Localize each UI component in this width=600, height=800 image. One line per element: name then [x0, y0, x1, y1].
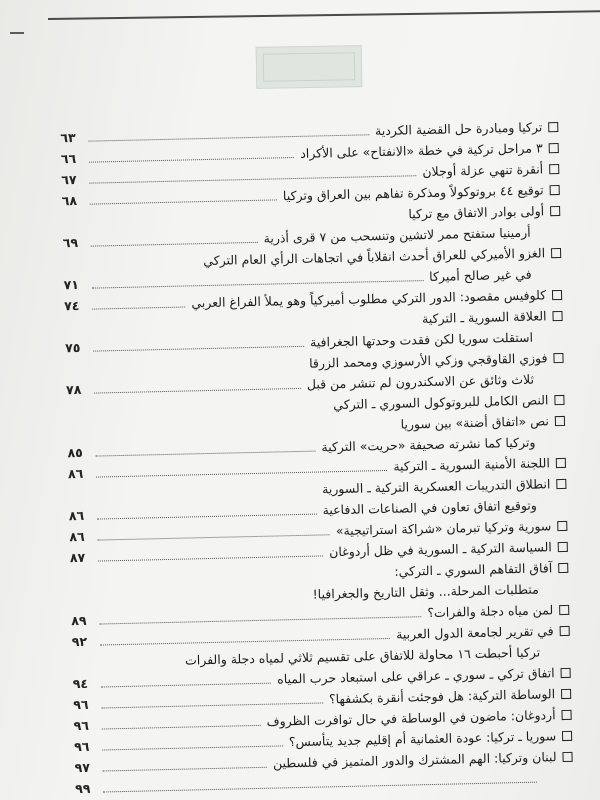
header-ornament	[256, 45, 363, 89]
toc-entry-page-number: ٦٨	[61, 192, 78, 209]
toc-entry-title: أولى بوادر الاتفاق مع تركيا	[408, 203, 545, 222]
toc-entry-title: وتركيا كما نشرته صحيفة «حريت» التركية	[321, 434, 536, 455]
dot-leader	[102, 725, 261, 730]
toc-entry-page-number: ٩٩	[74, 780, 91, 797]
toc-entry-title: توقيع ٤٤ بروتوكولاً ومذكرة تفاهم بين العراق وتركيا	[282, 182, 544, 204]
checkbox-square-icon	[557, 521, 567, 531]
toc-entry-page-number: ٦٦	[60, 150, 77, 167]
checkbox-square-icon	[558, 563, 568, 573]
checkbox-square-icon	[551, 248, 561, 258]
header-ornament-inner	[263, 52, 355, 82]
toc-entry-title: اللجنة الأمنية السورية ـ التركية	[393, 455, 551, 474]
toc-entry-title: السياسة التركية ـ السورية في ظل أردوغان	[329, 539, 552, 560]
dot-leader	[90, 199, 277, 204]
dot-leader	[91, 242, 258, 247]
checkbox-square-icon	[562, 752, 572, 762]
dot-leader	[103, 767, 267, 772]
checkbox-square-icon	[561, 668, 571, 678]
checkbox-square-icon	[555, 416, 565, 426]
toc-entry-page-number: ٧٥	[64, 339, 81, 356]
toc-entry-title: اتفاق تركي ـ سوري ـ عراقي على استبعاد حرب المياه	[276, 665, 555, 687]
checkbox-square-icon	[548, 122, 558, 132]
toc-entry-title: نص «اتفاق أضنة» بين سوريا	[400, 413, 550, 432]
toc-entry-page-number: ٩٢	[71, 633, 88, 650]
toc-entry-page-number: ٩٧	[74, 759, 91, 776]
toc-entry-page-number: ٦٩	[62, 234, 79, 251]
dot-leader	[88, 134, 369, 141]
toc-entry-title: تركيا ومبادرة حل القضية الكردية	[374, 119, 543, 139]
checkbox-square-icon	[562, 731, 572, 741]
toc-entry-page-number: ٩٦	[73, 696, 89, 713]
toc-entry-page-number: ٨٩	[71, 612, 87, 629]
toc-entry-page-number: ٦٣	[60, 129, 76, 146]
toc-entry-title: النص الكامل للبروتوكول السوري ـ التركي	[333, 392, 549, 413]
dot-leader	[92, 307, 185, 310]
toc-entry-page-number: ٩٦	[73, 717, 90, 734]
dot-leader	[89, 157, 294, 163]
top-rule	[48, 10, 600, 20]
dot-leader	[99, 616, 421, 624]
checkbox-square-icon	[550, 206, 560, 216]
checkbox-square-icon	[558, 542, 568, 552]
checkbox-square-icon	[552, 290, 562, 300]
dot-leader	[103, 782, 537, 793]
toc-entry-title: ٣ مراحل تركية في خطة «الانفتاح» على الأكراد	[300, 140, 543, 161]
dot-leader	[101, 702, 323, 708]
toc-entry-title: ثلاث وثائق عن الاسكندرون لم تنشر من قبل	[306, 371, 535, 392]
margin-mark	[10, 32, 24, 34]
checkbox-square-icon	[560, 626, 570, 636]
checkbox-square-icon	[554, 395, 564, 405]
toc-entry-title: الغزو الأميركي للعراق أحدث انقلاباً في اتجاهات الرأي العام التركي	[203, 245, 546, 269]
toc-entry-page-number: ٧٨	[65, 381, 82, 398]
toc-entry-title: سوريا ـ تركيا: عودة العثمانية أم إقليم جديد يتأسس؟	[288, 728, 557, 750]
toc-entry-page-number: ٨٦	[68, 507, 85, 524]
checkbox-square-icon	[549, 143, 559, 153]
toc-entry-title: تركيا أحبطت ١٦ محاولة للاتفاق على تقسيم ثلاثي لمياه دجلة والفرات	[184, 644, 541, 668]
toc-entry-page-number: ٨٦	[67, 465, 84, 482]
toc-entry-title: فوزي القاوقجي وزكي الأرسوزي ومحمد الزرقا	[308, 350, 548, 371]
toc-entry-title: أنقرة تنهي عزلة أوجلان	[422, 161, 544, 180]
dot-leader	[94, 388, 301, 394]
dot-leader	[96, 451, 316, 457]
table-of-contents	[60, 116, 573, 799]
checkbox-square-icon	[561, 710, 571, 720]
dot-leader	[102, 745, 283, 750]
dot-leader	[101, 683, 271, 688]
toc-entry-title: وتوقيع اتفاق تعاون في الصناعات الدفاعية	[322, 497, 537, 518]
toc-entry-page-number: ٦٧	[61, 171, 77, 188]
dot-leader	[93, 346, 304, 352]
dot-leader	[97, 514, 317, 520]
toc-entry-title: في غير صالح أميركا	[429, 266, 532, 284]
toc-entry-title: العلاقة السورية ـ التركية	[421, 308, 547, 327]
toc-entry-page-number: ٨٦	[69, 528, 85, 545]
toc-entry-page-number: ٧٤	[64, 297, 80, 314]
dot-leader	[97, 534, 329, 540]
toc-entry-title: آفاق التفاهم السوري ـ التركي:	[394, 560, 553, 579]
toc-entry-title: لبنان وتركيا: الهم المشترك والدور المتميز في فلسطين	[272, 749, 557, 771]
toc-entry-title: سورية وتركيا تبرمان «شراكة استراتيجية»	[335, 518, 552, 539]
toc-entry-page-number: ٨٧	[69, 549, 86, 566]
dot-leader	[100, 638, 390, 646]
checkbox-square-icon	[561, 689, 571, 699]
dot-leader	[96, 470, 387, 478]
toc-entry-title: أرمينيا ستفتح ممر لاتشين وتنسحب من ٧ قرى أذرية	[263, 224, 531, 246]
checkbox-square-icon	[556, 458, 566, 468]
toc-entry-page-number: ٨٥	[67, 444, 83, 461]
toc-entry-page-number: ٧١	[63, 276, 80, 293]
toc-entry-title: الوساطة التركية: هل فوجئت أنقرة بكشفها؟	[328, 686, 556, 707]
toc-entry-title: استقلت سوريا لكن فقدت وحدتها الجغرافية	[309, 329, 534, 350]
toc-entry-page-number: ٩٤	[72, 675, 89, 692]
checkbox-square-icon	[553, 353, 563, 363]
toc-entry-page-number: ٩٦	[74, 738, 90, 755]
toc-entry-title: كلوفيس مقصود: الدور التركي مطلوب أميركياً وهو يملأ الفراغ العربي	[191, 287, 547, 311]
toc-entry-title: أردوغان: ماضون في الوساطة في حال توافرت الظروف	[266, 707, 556, 729]
checkbox-square-icon	[559, 605, 569, 615]
checkbox-square-icon	[556, 479, 566, 489]
toc-entry-title: متطلبات المرحلة... وثقل التاريخ والجغرافيا!	[312, 581, 539, 602]
dot-leader	[98, 555, 323, 561]
checkbox-square-icon	[552, 311, 562, 321]
checkbox-square-icon	[550, 185, 560, 195]
toc-entry-title: انطلاق التدريبات العسكرية التركية ـ السورية	[321, 476, 551, 497]
toc-entry-title: لمن مياه دجلة والفرات؟	[427, 602, 554, 621]
checkbox-square-icon	[549, 164, 559, 174]
toc-entry-title: في تقرير لجامعة الدول العربية	[395, 623, 554, 642]
